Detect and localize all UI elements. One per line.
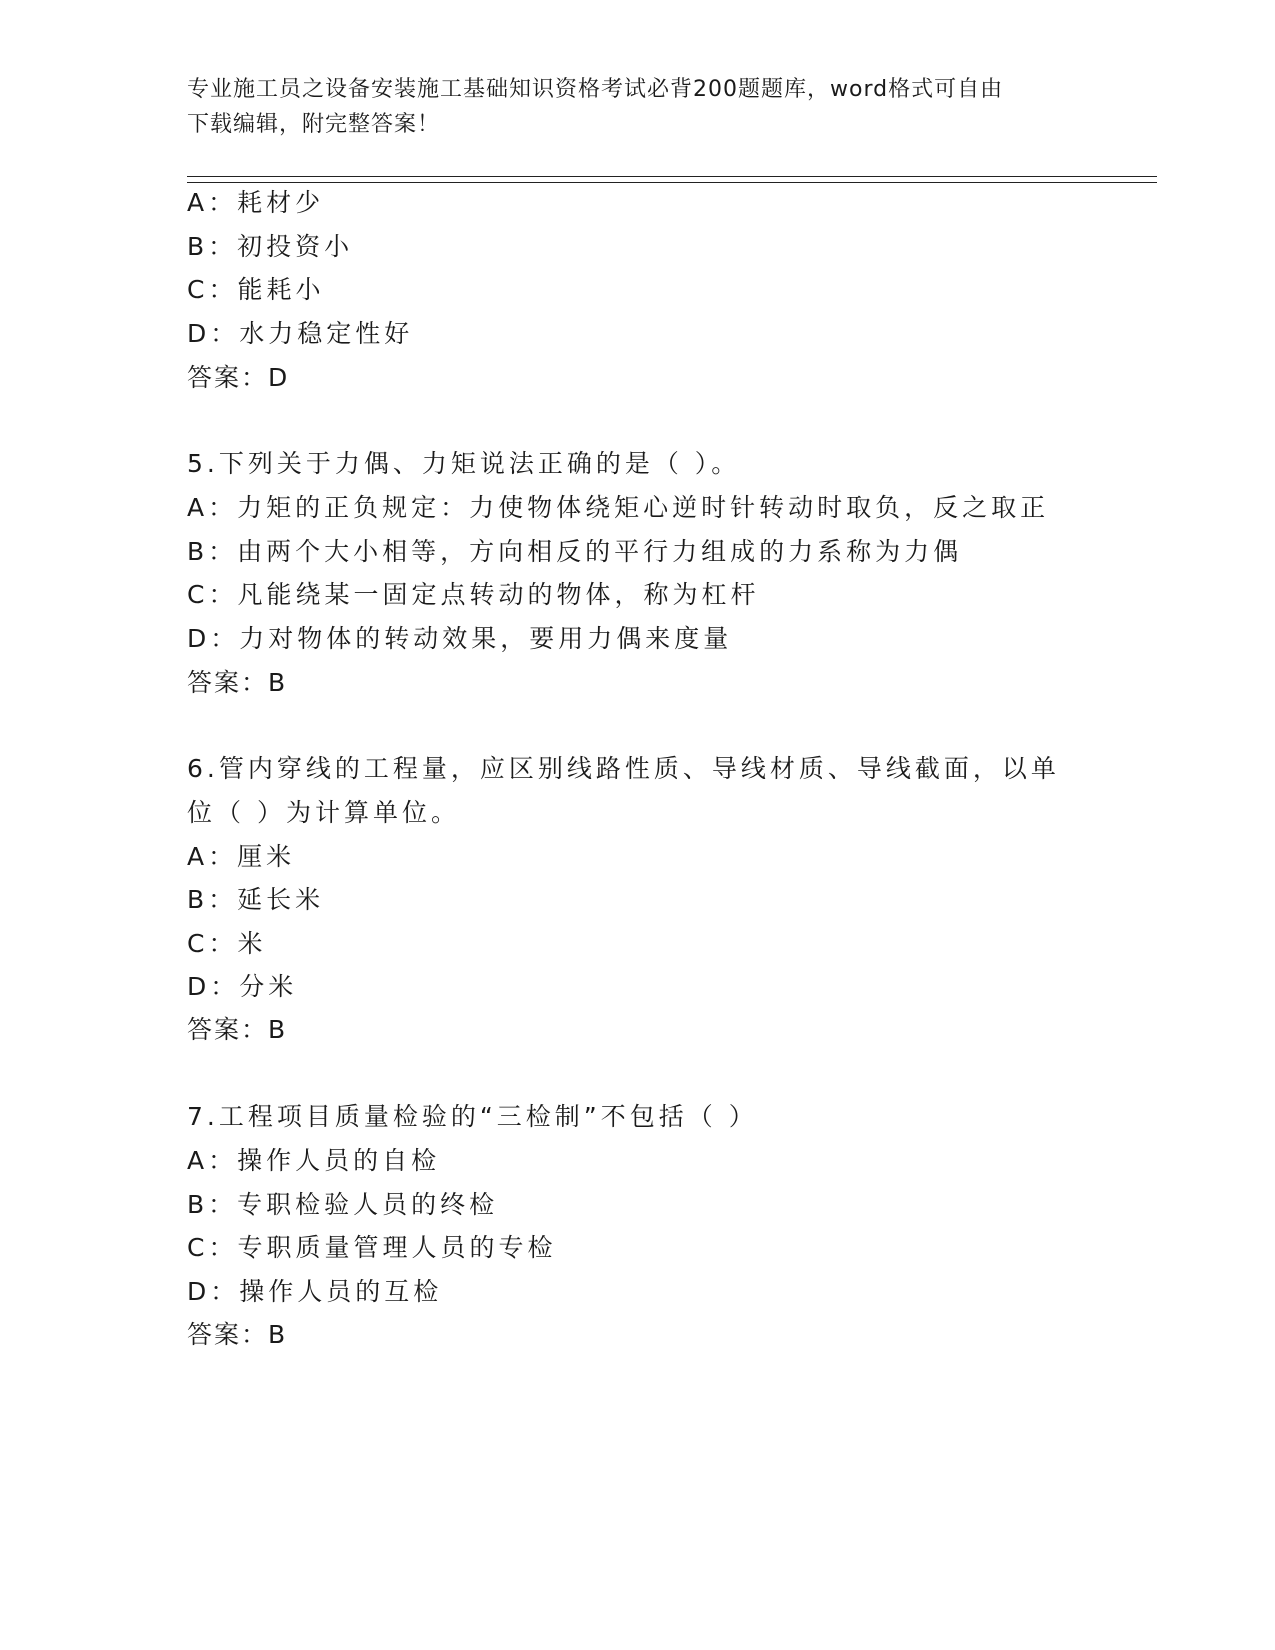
header-title-line-2: 下载编辑，附完整答案！ (187, 112, 441, 137)
option-b: B：专职检验人员的终检 (187, 1190, 499, 1219)
option-b: B：初投资小 (187, 232, 354, 261)
answer: 答案：B (187, 668, 288, 697)
option-b: B：由两个大小相等，方向相反的平行力组成的力系称为力偶 (187, 537, 963, 566)
option-c: C：专职质量管理人员的专检 (187, 1233, 557, 1262)
option-c: C：米 (187, 929, 267, 958)
option-a: A：力矩的正负规定：力使物体绕矩心逆时针转动时取负，反之取正 (187, 493, 1050, 522)
option-a: A：操作人员的自检 (187, 1146, 441, 1175)
header-divider (187, 176, 1157, 183)
answer: 答案：D (187, 363, 290, 392)
answer: 答案：B (187, 1015, 288, 1044)
option-c: C：能耗小 (187, 275, 325, 304)
option-d: D：水力稳定性好 (187, 319, 414, 348)
option-b: B：延长米 (187, 885, 325, 914)
question-stem: 7.工程项目质量检验的“三检制”不包括（ ） (187, 1102, 758, 1131)
question-stem: 5.下列关于力偶、力矩说法正确的是（ ）。 (187, 449, 741, 478)
option-d: D：操作人员的互检 (187, 1277, 443, 1306)
document-header (187, 72, 1087, 142)
option-a: A：厘米 (187, 842, 296, 871)
question-stem-line-1: 6.管内穿线的工程量，应区别线路性质、导线材质、导线截面，以单 (187, 754, 1060, 783)
option-d: D：力对物体的转动效果，要用力偶来度量 (187, 624, 733, 653)
header-title-line-1: 专业施工员之设备安装施工基础知识资格考试必背200题题库，word格式可自由 (187, 77, 1004, 102)
document-page (187, 0, 1157, 1650)
answer: 答案：B (187, 1320, 288, 1349)
option-d: D：分米 (187, 972, 298, 1001)
option-a: A：耗材少 (187, 188, 325, 217)
question-stem-line-2: 位（ ）为计算单位。 (187, 798, 460, 827)
option-c: C：凡能绕某一固定点转动的物体，称为杠杆 (187, 580, 760, 609)
